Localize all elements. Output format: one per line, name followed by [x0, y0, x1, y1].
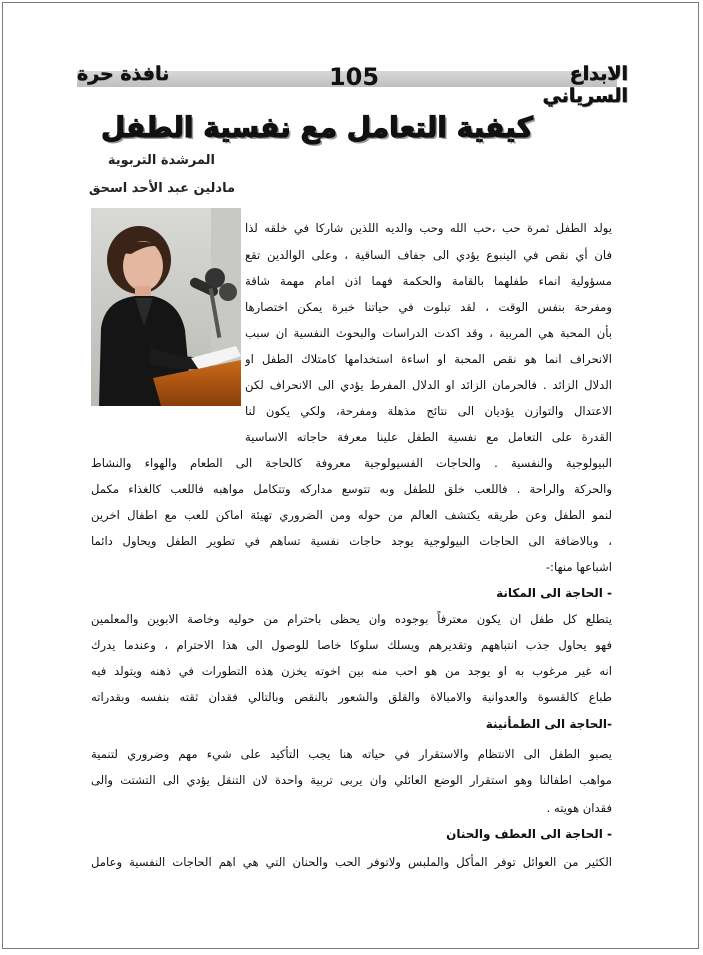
section-name: نافذة حرة — [77, 63, 170, 85]
section-heading-security: -الحاجة الى الطمأنينة — [485, 717, 612, 731]
text-line: فان أي نقص في الينبوع يؤدي الى جفاف الساقية ، وعلى الوالدين تقع — [245, 248, 612, 262]
text-line: القدرة على التعامل مع نفسية الطفل علينا معرفة حاجاته الاساسية — [245, 430, 612, 444]
magazine-name: الابداع السرياني — [542, 63, 628, 107]
section-heading-affection: - الحاجة الى العطف والحنان — [446, 827, 612, 841]
text-line: والحركة والراحة . فاللعب خلق للطفل وبه تتوسع مداركه وتتكامل مواهبه فاللعب كالغذاء مكمل — [91, 482, 612, 496]
text-line: الانحراف انما هو نقص المحبة او اساءة استخدامها كامتلاك الطفل او — [245, 352, 612, 366]
text-line: الاعتدال والتوازن يؤديان الى نتائج مذهلة ومفرحة، ولكي يكون لنا — [245, 404, 612, 418]
page-number: 105 — [328, 63, 380, 91]
text-line: يتطلع كل طفل ان يكون معترفاً بوجوده وان يحظى باحترام من حوليه وخاصة الابوين والمعلمين — [91, 612, 612, 626]
text-line: ، وبالاضافة الى الحاجات البيولوجية يوجد حاجات نفسية تساهم في تطوير الطفل ويحاول دائما — [91, 534, 612, 548]
author-photo — [91, 208, 241, 406]
text-line: مسؤولية انماء طفلهما بالقامة والحكمة فهما اذن امام مهمة شاقة — [245, 274, 612, 288]
text-line: فهو يحاول جذب انتباههم وتقديرهم ويسلك سلوكا خاصا للوصول الى هذا الاحترام ، وعندما يدرك — [91, 638, 612, 652]
text-line: انه غير مرغوب به او يوجد من هو احب منه بين اخوته يخزن هذه التطورات في ذهنه ويتولد فيه — [91, 664, 612, 678]
author-name: مادلين عبد الأحد اسحق — [88, 181, 235, 196]
text-line: اشباعها منها:- — [545, 560, 612, 574]
text-line: لنمو الطفل وعن طريقه يكتشف العالم من حوله ومن الضروري تهيئة اماكن للعب مع اطفال اخرين — [91, 508, 612, 522]
text-line: طباع كالقسوة والعدوانية والامبالاة والقلق والشعور بالنقص وبالتالي فقدان ثقته بنفسه وبقدراته — [91, 690, 612, 704]
text-line: ومفرحة بنفس الوقت ، لقد تبلوت في حياتنا خبرة يمكن اختصارها — [245, 300, 612, 314]
text-line: يصبو الطفل الى الانتظام والاستقرار في حياته هنا يجب التأكيد على شيء مهم وضروري لتنمية — [91, 747, 612, 761]
text-line: مواهب اطفالنا وهو استقرار الوضع العائلي وان يربى تربية واحدة لان التنقل يؤدي الى التشتت والى — [91, 773, 612, 787]
text-line: يولد الطفل ثمرة حب ،حب الله وحب والديه اللذين شاركا في خلقه لذا — [245, 221, 612, 235]
text-line: الدلال الزائد . فالحرمان الزائد او الدلال المفرط يؤدي الى الانحراف لكن — [245, 378, 612, 392]
section-heading-status: - الحاجة الى المكانة — [496, 586, 612, 600]
author-photo-illustration — [91, 208, 241, 406]
author-role: المرشدة التربوية — [107, 153, 215, 168]
magazine-page — [2, 2, 699, 949]
text-line: بأن المحبة هي المربية ، وقد اكدت الدراسات والبحوث النفسية ان سبب — [245, 326, 612, 340]
article-title: كيفية التعامل مع نفسية الطفل — [100, 111, 533, 144]
text-line: فقدان هويته . — [546, 801, 612, 815]
text-line: البيولوجية والنفسية . والحاجات الفسيولوجية معروفة كالحاجة الى الطعام والهواء والنشاط — [91, 456, 612, 470]
text-line: الكثير من العوائل توفر المأكل والملبس ولاتوفر الحب والحنان التي هي اهم الحاجات النفسية وعامل — [91, 855, 612, 869]
